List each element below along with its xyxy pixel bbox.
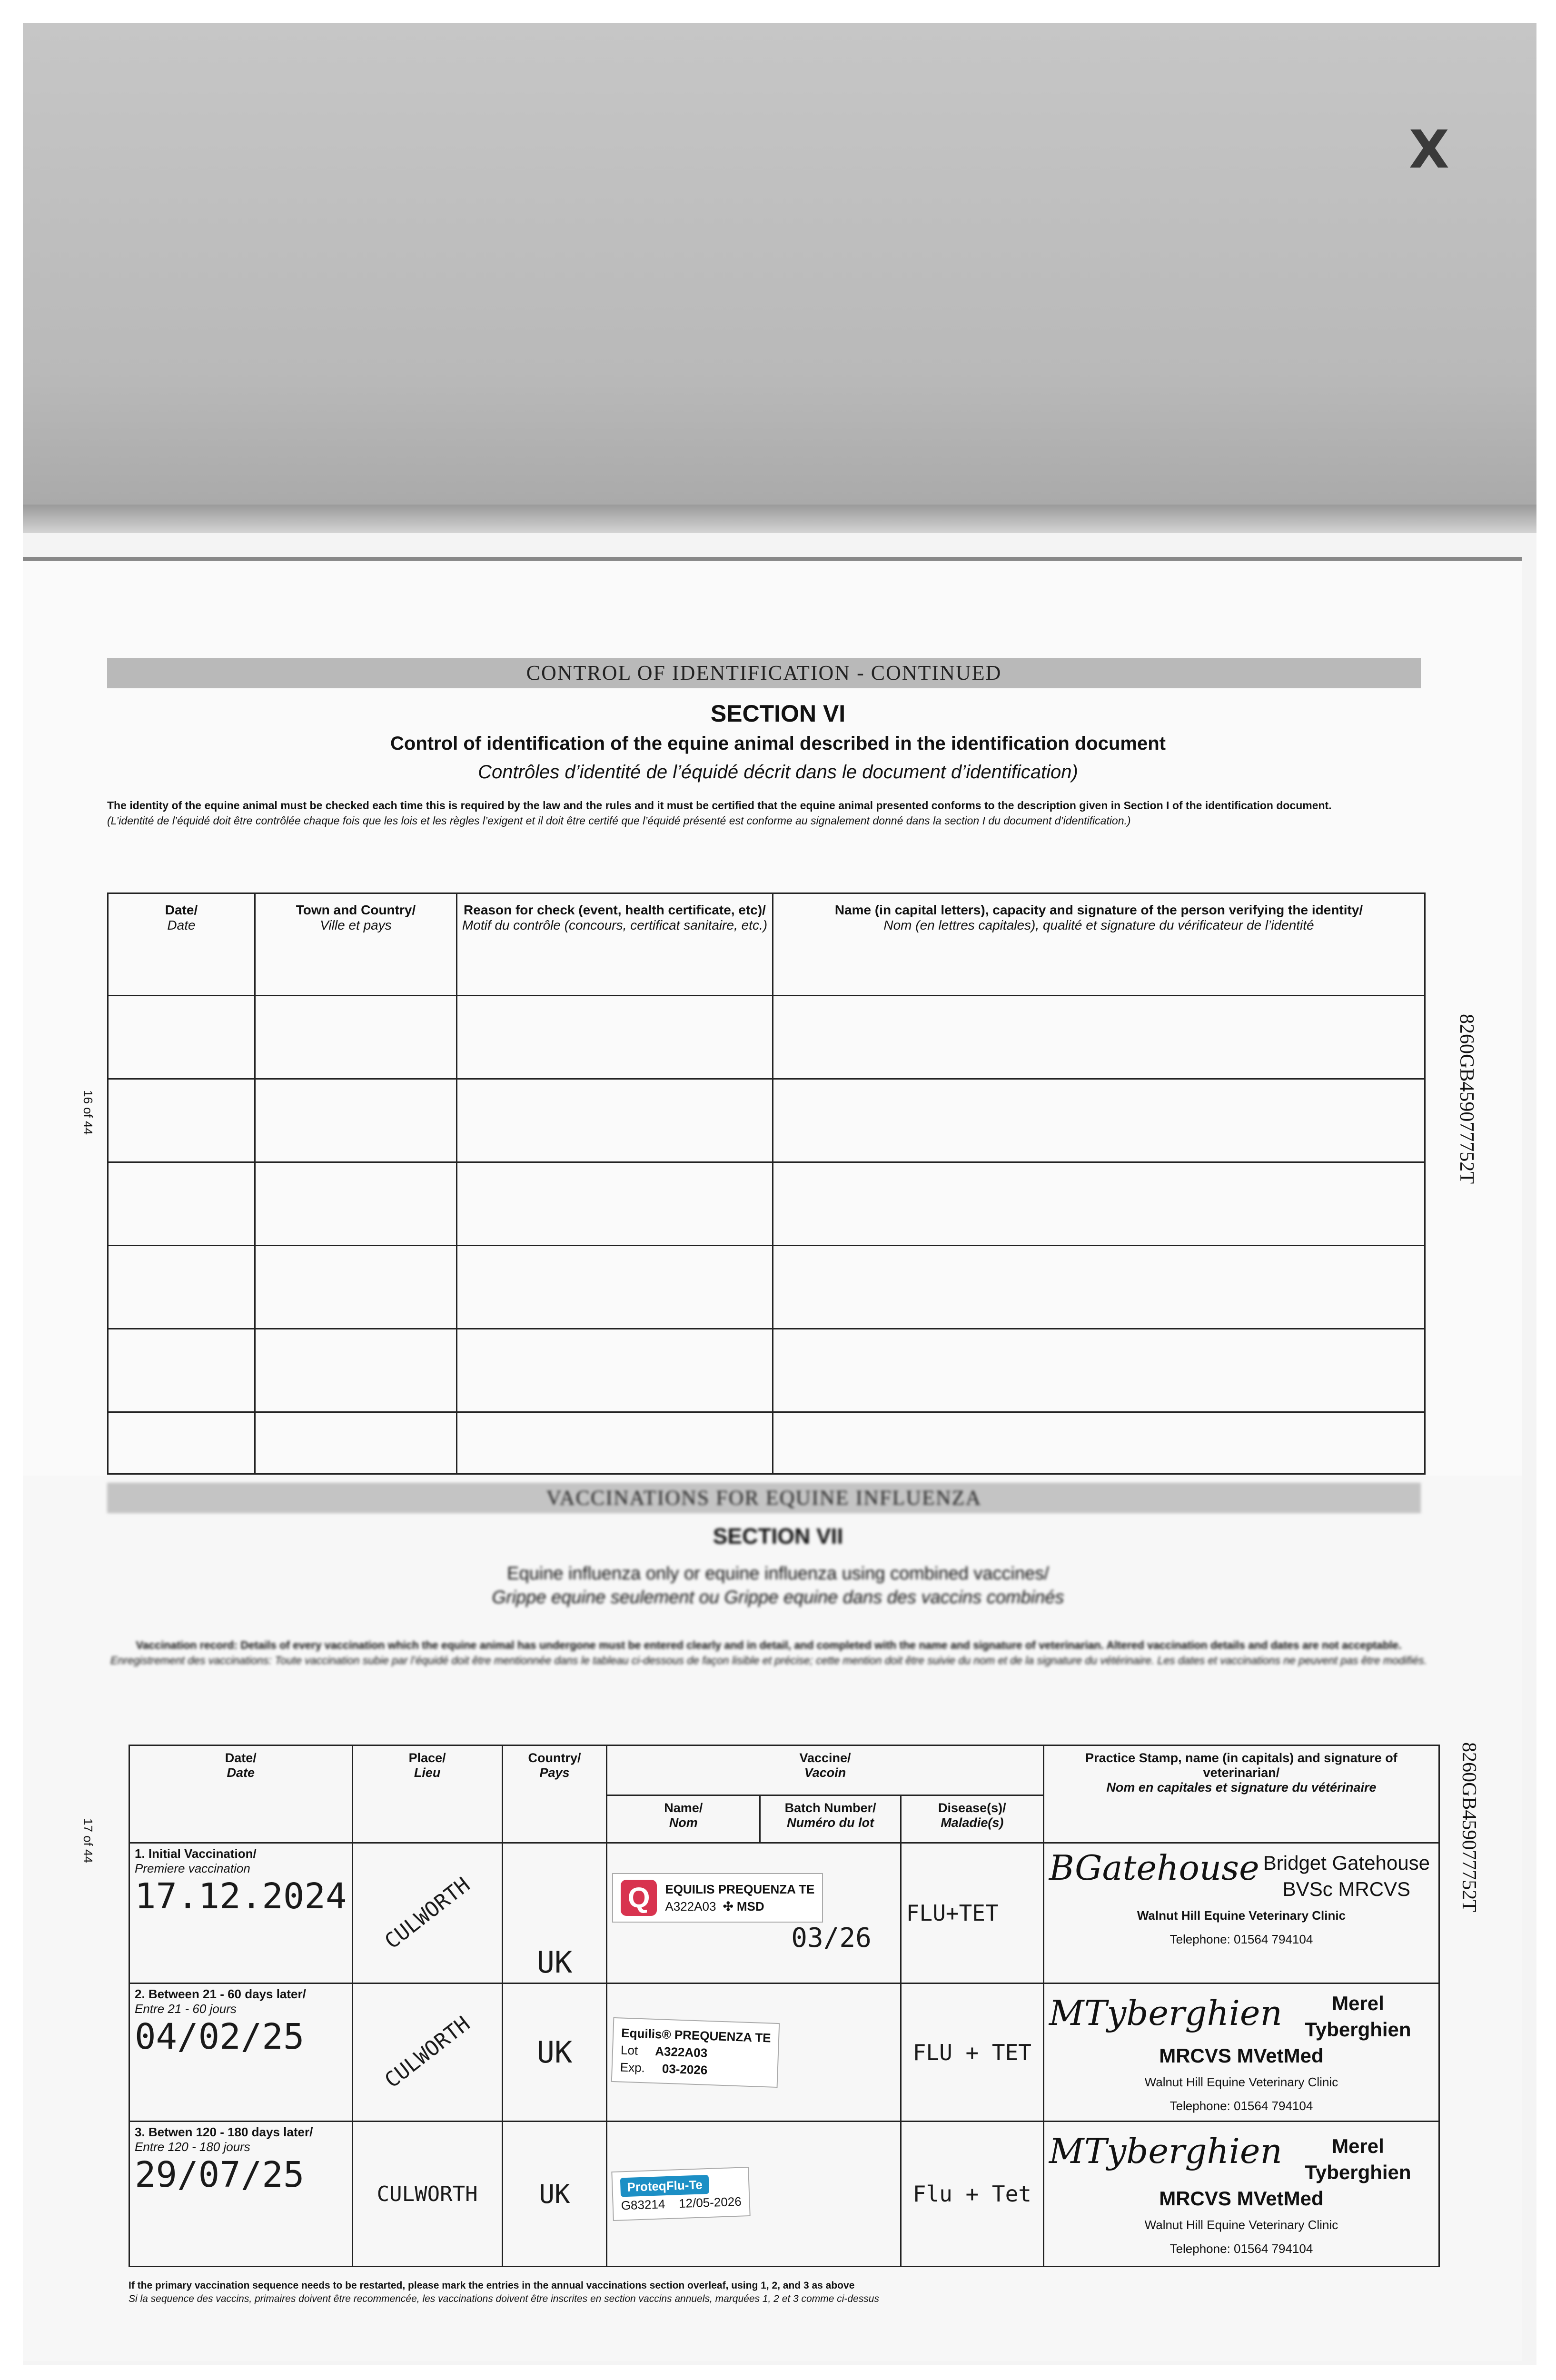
vaccine-sticker-cell: [607, 2122, 901, 2267]
section7-intro-fr: Enregistrement des vaccinations: Toute vaccination subie par l’équidé doit être mentionnée dans le tableau ci-dessous de façon lisible et précise; cette mention doit être suivie du nom et de la signature du vétérinaire. Les dates et vaccinations ne peuvent pas être modifiés.: [110, 1654, 1427, 1666]
col-date: Date/ Date: [108, 893, 255, 996]
section6-intro-en: The identity of the equine animal must be checked each time this is required by the law and the rules and it must be certified that the equine animal presented conforms to the description given in Section I of the identification document.: [107, 799, 1332, 812]
col-town-country: Town and Country/ Ville et pays: [255, 893, 457, 996]
vaccination-table: [129, 1745, 1440, 2267]
section7-subtitle-en: Equine influenza only or equine influenza using combined vaccines/: [507, 1564, 1049, 1584]
section7-intro: [107, 1637, 1430, 1668]
country-cell: UK: [502, 1843, 606, 1983]
col-verifier: Name (in capital letters), capacity and signature of the person verifying the identity/ Nom (en lettres capitales), qualité et signature du vérificateur de l’identité: [773, 893, 1425, 996]
col-country: Country/ Pays: [502, 1745, 606, 1843]
vet-stamp-cell: MTyberghien Merel Tyberghien MRCVS MVetMed Walnut Hill Equine Veterinary Clinic Telephone: 01564 794104: [1043, 2122, 1439, 2267]
vaccination-row-3: [129, 2122, 1439, 2267]
passport-code-bottom: 8260GB459077752T: [1458, 1742, 1480, 1912]
table-row: [108, 1162, 1425, 1246]
section6-banner: CONTROL OF IDENTIFICATION - CONTINUED: [107, 658, 1421, 688]
section6-label: SECTION VI: [710, 700, 846, 727]
vaccination-date: 04/02/25: [135, 2016, 305, 2057]
col-reason: Reason for check (event, health certificate, etc)/ Motif du contrôle (concours, certificat sanitaire, etc.): [457, 893, 773, 996]
disease-cell: Flu + Tet: [901, 2122, 1043, 2267]
place-cell: CULWORTH: [352, 2122, 502, 2267]
col-date: Date/ Date: [129, 1745, 353, 1843]
country-cell: UK: [502, 2122, 606, 2267]
place-cell: CULWORTH: [352, 1843, 502, 1983]
vaccine-sticker: ProteqFlu-Te G83214 12/05-2026: [611, 2167, 750, 2221]
footnote-en: If the primary vaccination sequence needs to be restarted, please mark the entries in the annual vaccinations section overleaf, using 1, 2, and 3 as above: [129, 2280, 855, 2291]
passport-code-top: 8260GB459077752T: [1456, 1014, 1477, 1184]
table-row: [108, 1412, 1425, 1474]
page-number-16: 16 of 44: [81, 1090, 95, 1135]
footnote-fr: Si la sequence des vaccins, primaires doivent être recommencée, les vaccinations doivent être inscrites en section vaccins annuels, marquées 1, 2 et 3 comme ci-dessus: [129, 2293, 879, 2304]
col-vaccine-name: Name/ Nom: [607, 1795, 760, 1843]
scanner-lid-edge: [23, 505, 1536, 533]
vaccine-sticker-cell: [607, 1843, 901, 1983]
table-row: [108, 996, 1425, 1079]
scanner-lid: [23, 23, 1536, 523]
vet-stamp-cell: MTyberghien Merel Tyberghien MRCVS MVetMed Walnut Hill Equine Veterinary Clinic Telephone: 01564 794104: [1043, 1983, 1439, 2122]
table-row: [108, 1329, 1425, 1412]
section7-label: SECTION VII: [713, 1524, 843, 1548]
section6-title-fr: Contrôles d’identité de l’équidé décrit dans le document d’identification): [478, 762, 1078, 783]
section6-intro-fr: (L’identité de l’équidé doit être contrôlée chaque fois que les lois et les règles l’exigent et il doit être certifé que l’équidé présenté est conforme au signalement donné dans la section I du document d’identification.): [107, 814, 1131, 827]
vet-signature: MTyberghien: [1049, 2131, 1282, 2171]
vet-signature: BGatehouse: [1049, 1848, 1259, 1888]
col-batch: Batch Number/ Numéro du lot: [760, 1795, 901, 1843]
date-cell: 3. Betwen 120 - 180 days later/ Entre 120 - 180 jours 29/07/25: [129, 2122, 353, 2267]
col-vaccine: Vaccine/ Vacoin: [607, 1745, 1044, 1795]
section7-subtitle-fr: Grippe equine seulement ou Grippe equine dans des vaccins combinés: [492, 1587, 1064, 1607]
page-number-17: 17 of 44: [81, 1818, 95, 1863]
col-practice-stamp: Practice Stamp, name (in capitals) and signature of veterinarian/ Nom en capitales et signature du vétérinaire: [1043, 1745, 1439, 1843]
section6-title-en: Control of identification of the equine animal described in the identification document: [390, 733, 1166, 754]
col-place: Place/ Lieu: [352, 1745, 502, 1843]
table-row: [108, 1246, 1425, 1329]
vet-signature: MTyberghien: [1049, 1993, 1282, 2033]
vaccine-sticker: Q EQUILIS PREQUENZA TE A322A03 ✣ MSD: [612, 1873, 823, 1923]
vaccination-date: 29/07/25: [135, 2154, 305, 2195]
date-cell: 1. Initial Vaccination/ Premiere vaccination 17.12.2024: [129, 1843, 353, 1983]
col-disease: Disease(s)/ Maladie(s): [901, 1795, 1043, 1843]
close-mark-icon: X: [1409, 119, 1449, 180]
vaccine-sticker: Equilis® PREQUENZA TE Lot A322A03 Exp. 03-2026: [611, 2017, 780, 2087]
date-cell: 2. Between 21 - 60 days later/ Entre 21 - 60 jours 04/02/25: [129, 1983, 353, 2122]
vaccine-brand-logo: Q: [621, 1880, 657, 1916]
table-row: [108, 1079, 1425, 1162]
place-cell: CULWORTH: [352, 1983, 502, 2122]
disease-cell: FLU + TET: [901, 1983, 1043, 2122]
vaccine-expiry: 03/26: [791, 1922, 872, 1954]
country-cell: UK: [502, 1983, 606, 2122]
vaccine-sticker-cell: [607, 1983, 901, 2122]
vet-stamp-cell: BGatehouse Bridget Gatehouse BVSc MRCVS Walnut Hill Equine Veterinary Clinic Telephone: 01564 794104: [1043, 1843, 1439, 1983]
vaccination-row-2: [129, 1983, 1439, 2122]
section7-intro-en: Vaccination record: Details of every vaccination which the equine animal has undergone must be entered clearly and in detail, and completed with the name and signature of veterinarian. Altered vaccination details and dates are not acceptable.: [136, 1639, 1402, 1651]
section7-banner: VACCINATIONS FOR EQUINE INFLUENZA: [107, 1483, 1421, 1513]
vaccination-row-1: [129, 1843, 1439, 1983]
disease-cell: FLU+TET: [901, 1843, 1043, 1983]
identity-check-table: [107, 892, 1426, 1475]
section6-intro: [107, 798, 1430, 828]
vaccine-brand-label: ProteqFlu-Te: [620, 2175, 710, 2197]
vaccination-date: 17.12.2024: [135, 1876, 347, 1917]
